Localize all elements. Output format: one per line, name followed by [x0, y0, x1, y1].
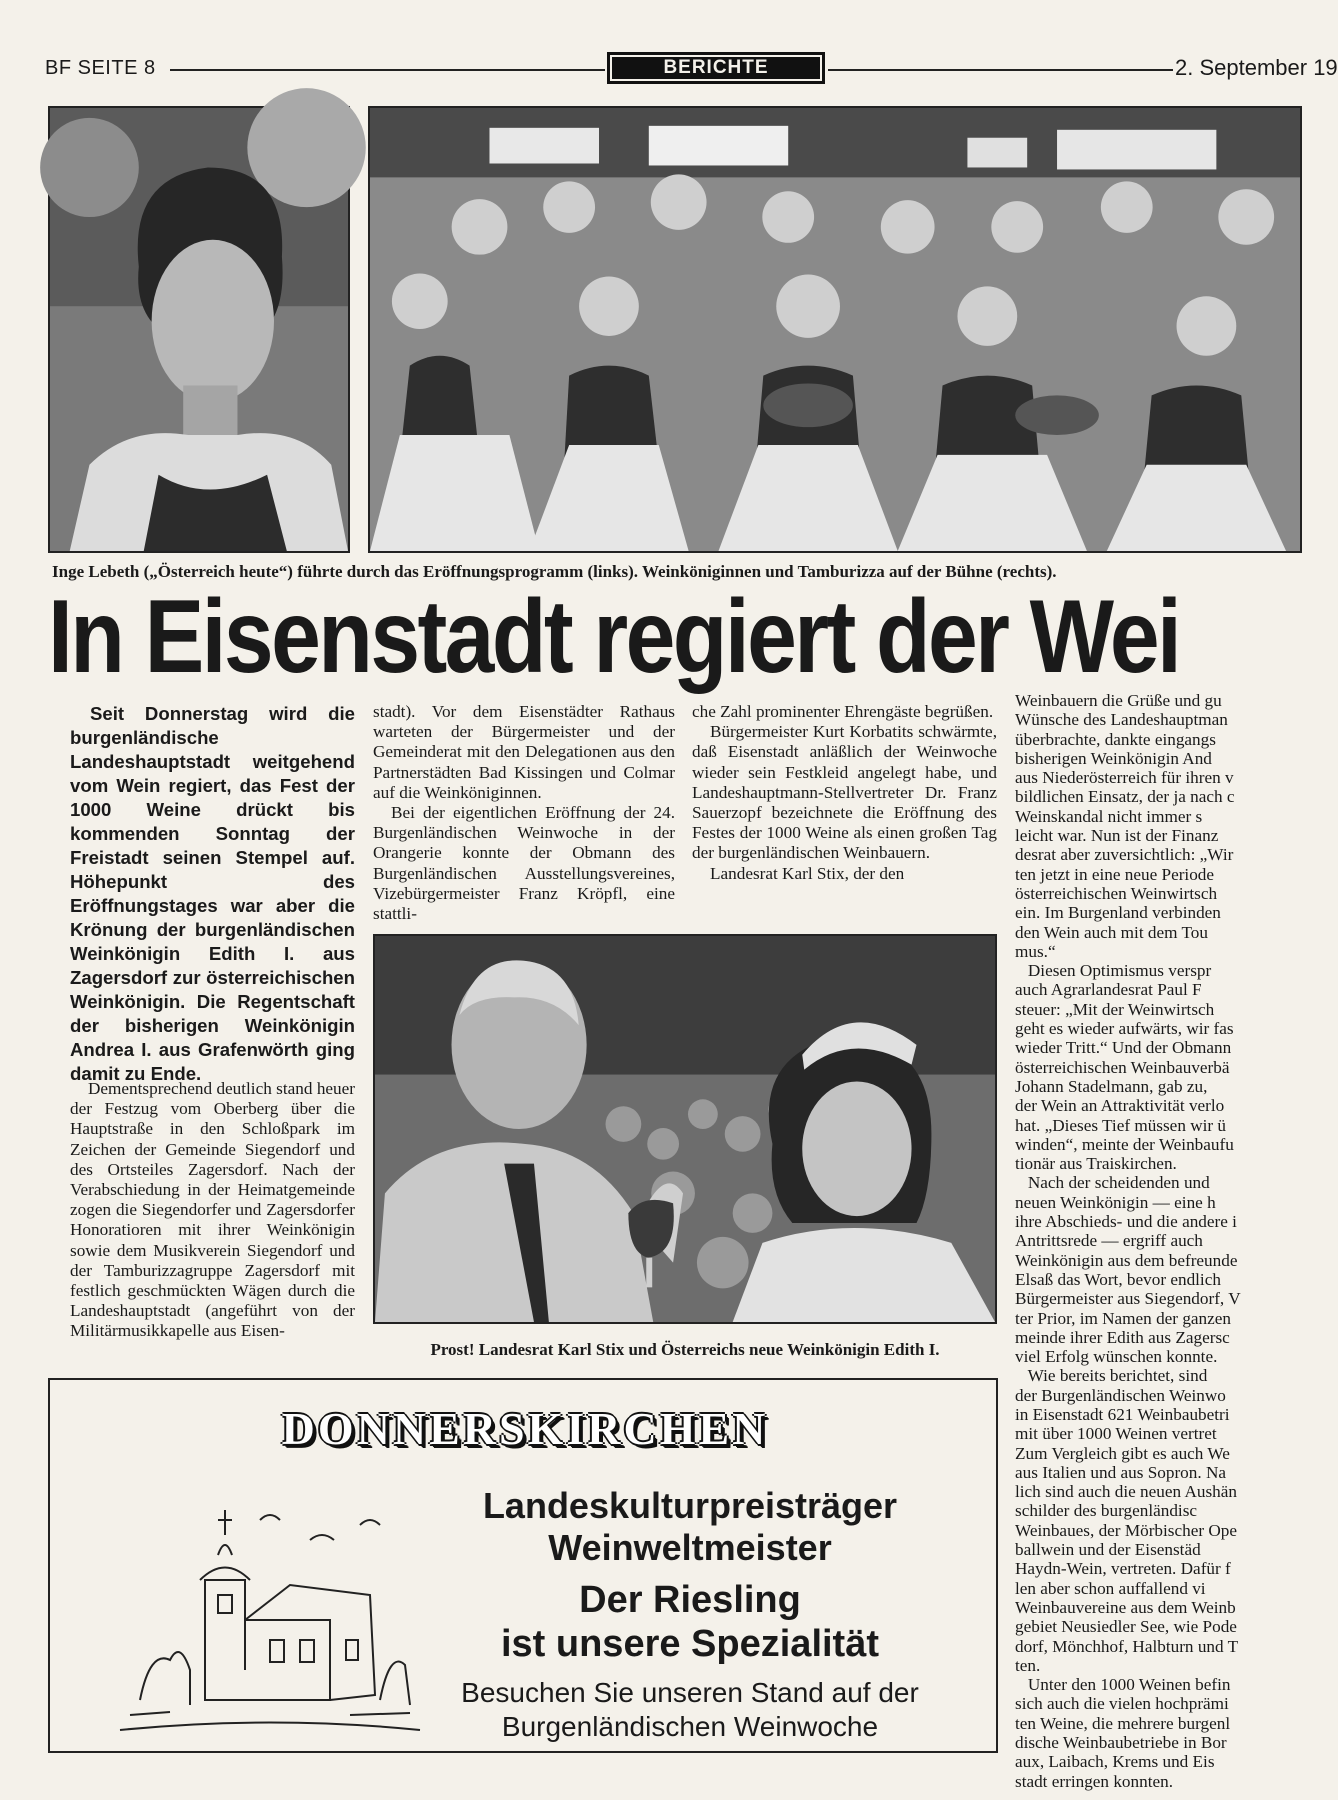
article-col4-line: ten. — [1015, 1655, 1041, 1675]
article-col4-line: Bürgermeister aus Siegendorf, V — [1015, 1289, 1241, 1309]
article-col4-line: Antrittsrede — ergriff auch — [1015, 1231, 1203, 1251]
article-col4-line: Diesen Optimismus verspr — [1015, 961, 1212, 981]
article-col4-line: bisherigen Weinkönigin And — [1015, 748, 1212, 768]
photo-toast — [373, 934, 997, 1324]
article-col4-line: meinde ihrer Edith aus Zagersc — [1015, 1327, 1230, 1347]
article-col4-line: len aber schon auffallend vi — [1015, 1578, 1206, 1598]
article-col4-line: leicht war. Nun ist der Finanz — [1015, 826, 1219, 846]
article-col4-line: aus Italien und aus Sopron. Na — [1015, 1462, 1226, 1482]
article-col4-lines — [1015, 691, 1302, 1791]
article-col4-line: auch Agrarlandesrat Paul F — [1015, 980, 1202, 1000]
article-col4-line: viel Erfolg wünschen konnte. — [1015, 1347, 1218, 1367]
article-col4-line: mus.“ — [1015, 941, 1056, 961]
article-col4-line: Wie bereits berichtet, sind — [1015, 1366, 1208, 1386]
article-col4-line: stadt erringen konnten. — [1015, 1771, 1173, 1791]
photo-caption-middle: Prost! Landesrat Karl Stix und Österreichs neue Weinkönigin Edith I. — [430, 1340, 940, 1359]
article-col4 — [1015, 691, 1302, 1791]
article-col3-paragraph-2: Bürgermeister Kurt Korbatits schwärmte, daß Eisenstadt anläßlich der Weinwoche wieder sein Festkleid angelegt habe, und Landeshauptmann-Stellvertreter Dr. Franz Sauerzopf bezeichnete die Eröffnung des Festes der 1000 Weine als einen großen Tag der burgenländischen Weinbauern. — [692, 722, 997, 863]
article-col4-line: in Eisenstadt 621 Weinbaubetri — [1015, 1404, 1230, 1424]
article-col4-line: österreichischen Weinwirtsch — [1015, 883, 1218, 903]
photo-caption-top: Inge Lebeth („Österreich heute“) führte durch das Eröffnungsprogramm (links). Weinköniginnen und Tamburizza auf der Bühne (rechts). — [52, 562, 1057, 581]
article-col4-line: österreichischen Weinbauverbä — [1015, 1057, 1230, 1077]
ad-title: DONNERSKIRCHEN — [281, 1403, 769, 1454]
header-rule-right — [828, 69, 1173, 71]
church-illustration — [110, 1500, 430, 1740]
photo-presenter — [48, 106, 350, 553]
article-col4-line: Weinbaues, der Mörbischer Ope — [1015, 1520, 1237, 1540]
article-headline: In Eisenstadt regiert der Wei — [48, 579, 1180, 695]
article-col4-line: Weinbauern die Grüße und gu — [1015, 691, 1222, 710]
ad-line-5: Besuchen Sie unseren Stand auf der — [461, 1677, 919, 1708]
article-col4-line: Weinkönigin aus dem befreunde — [1015, 1250, 1238, 1270]
ad-line-2: Weinweltmeister — [548, 1527, 832, 1568]
article-col4-line: Zum Vergleich gibt es auch We — [1015, 1443, 1230, 1463]
article-col3-paragraph-3: Landesrat Karl Stix, der den — [710, 863, 905, 883]
article-col4-line: der Wein an Attraktivität verlo — [1015, 1096, 1225, 1116]
photo-wine-queens-stage — [368, 106, 1302, 553]
article-col4-line: ten jetzt in eine neue Periode — [1015, 864, 1215, 884]
article-col4-line: ihre Abschieds- und die andere i — [1015, 1212, 1237, 1232]
article-lead — [70, 702, 355, 1086]
article-col4-line: Unter den 1000 Weinen befin — [1015, 1675, 1231, 1695]
article-col4-line: Wünsche des Landeshauptman — [1015, 710, 1228, 730]
article-col1-paragraph: Dementsprechend deutlich stand heuer der Festzug vom Oberberg über die Hauptstraße in den Schloßpark im Zeichen der Gemeinde Siegendorf und des Ortsteiles Zagersdorf. Nach der Verabschiedung in der Heimatgemeinde zogen die Siegendorfer und Zagersdorfer Honoratioren mit ihrer Weinkönigin sowie dem Musikverein Siegendorf und der Tamburizzagruppe Zagersdorf mit festlich geschmückten Wägen durch die Landeshauptstadt (angeführt von der Militärmusikkapelle aus Eisen- — [70, 1079, 355, 1341]
ad-line-3: Der Riesling — [579, 1579, 801, 1621]
article-col4-line: dorf, Mönchhof, Halbturn und T — [1015, 1636, 1239, 1656]
article-col3-paragraph-1: che Zahl prominenter Ehrengäste begrüßen. — [692, 702, 994, 721]
article-col4-line: aux, Laibach, Krems und Eis — [1015, 1752, 1215, 1772]
section-label-box — [607, 52, 825, 84]
article-col2-paragraph-1: stadt). Vor dem Eisenstädter Rathaus warteten der Bürgermeister und der Gemeinderat mit den Delegationen aus den Partnerstädten Bad Kissingen und Colmar auf die Weinköniginnen. — [373, 702, 675, 802]
article-col4-line: sich auch die vielen hochprämi — [1015, 1694, 1229, 1714]
article-col4-line: ein. Im Burgenland verbinden — [1015, 903, 1221, 923]
article-col1 — [70, 1079, 355, 1342]
article-col4-line: aus Niederösterreich für ihren v — [1015, 768, 1234, 788]
article-col3 — [692, 702, 997, 884]
advertisement-donnerskirchen — [48, 1378, 998, 1753]
article-col4-line: Weinbauvereine aus dem Weinb — [1015, 1597, 1236, 1617]
article-col4-line: ten Weine, die mehrere burgenl — [1015, 1713, 1231, 1733]
article-col4-line: schilder des burgenländisc — [1015, 1501, 1198, 1521]
issue-date: 2. September 19 — [1175, 55, 1338, 80]
article-col4-line: desrat aber zuversichtlich: „Wir — [1015, 845, 1234, 865]
article-col4-line: winden“, meinte der Weinbaufu — [1015, 1134, 1234, 1154]
ad-line-1: Landeskulturpreisträger — [482, 1485, 898, 1526]
page-label: BF SEITE 8 — [45, 57, 156, 79]
article-col4-line: den Wein auch mit dem Tou — [1015, 922, 1208, 942]
article-col4-line: steuer: „Mit der Weinwirtsch — [1015, 999, 1215, 1019]
article-col4-line: lich sind auch die neuen Aushän — [1015, 1482, 1237, 1502]
article-col2 — [373, 702, 675, 924]
article-col2-paragraph-2: Bei der eigentlichen Eröffnung der 24. Burgenländischen Weinwoche in der Orangerie konnte der Obmann des Burgenländischen Ausstellungsvereines, Vizebürgermeister Franz Kröpfl, eine stattli- — [373, 803, 675, 924]
running-header — [45, 52, 1338, 86]
article-col4-line: Elsaß das Wort, bevor endlich — [1015, 1269, 1221, 1289]
article-col4-line: geht es wieder aufwärts, wir fas — [1015, 1019, 1234, 1039]
article-col4-line: ballwein und der Eisenstäd — [1015, 1540, 1201, 1560]
article-col4-line: wieder Tritt.“ Und der Obmann — [1015, 1038, 1232, 1058]
article-col4-line: Nach der scheidenden und — [1015, 1173, 1210, 1193]
article-col4-line: tionär aus Traiskirchen. — [1015, 1154, 1177, 1174]
article-col4-line: Haydn-Wein, vertreten. Dafür f — [1015, 1559, 1231, 1579]
article-col4-line: hat. „Dieses Tief müssen wir ü — [1015, 1115, 1227, 1135]
article-col4-line: Weinskandal nicht immer s — [1015, 806, 1203, 826]
article-col4-line: überbrachte, dankte eingangs — [1015, 729, 1216, 749]
article-col4-line: ter Prior, im Namen der ganzen — [1015, 1308, 1231, 1328]
article-col4-line: Johann Stadelmann, gab zu, — [1015, 1076, 1208, 1096]
ad-line-6: Burgenländischen Weinwoche — [501, 1711, 879, 1742]
article-col4-line: mit über 1000 Weinen vertret — [1015, 1424, 1217, 1444]
article-lead-text: Seit Donnerstag wird die burgenländische Landeshauptstadt weitgehend vom Wein regiert, das Fest der 1000 Weine drückt bis kommenden Sonntag der Freistadt seinen Stempel auf. Höhepunkt des Eröffnungstages war aber die Krönung der burgenländischen Weinkönigin Edith I. aus Zagersdorf zur österreichischen Weinkönigin. Die Regentschaft der bisherigen Weinkönigin Andrea I. aus Grafenwörth ging damit zu Ende. — [70, 703, 355, 1084]
article-col4-line: neuen Weinkönigin — eine h — [1015, 1192, 1216, 1212]
ad-line-4: ist unsere Spezialität — [500, 1623, 879, 1665]
article-col4-line: gebiet Neusiedler See, wie Pode — [1015, 1617, 1237, 1637]
article-col4-line: der Burgenländischen Weinwo — [1015, 1385, 1226, 1405]
article-col4-line: dische Weinbaubetriebe in Bor — [1015, 1733, 1227, 1753]
section-label: BERICHTE — [612, 57, 820, 79]
header-rule-left — [170, 69, 605, 71]
article-col4-line: bildlichen Einsatz, der ja nach c — [1015, 787, 1235, 807]
